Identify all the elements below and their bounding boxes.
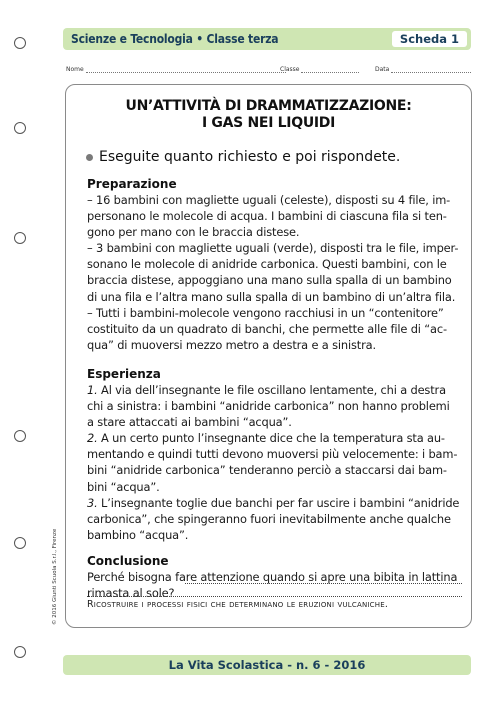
- text-line: 2. A un certo punto l’insegnante dice che la temperatura sta au-: [87, 431, 445, 446]
- text-line: bini “anidride carbonica” tenderanno perciò a staccarsi dai bam-: [87, 463, 447, 478]
- binder-hole-5: [14, 537, 26, 549]
- binder-hole-4: [14, 430, 26, 442]
- text-line: qua” di muoversi mezzo metro a destra e a sinistra.: [87, 337, 376, 352]
- text-line: braccia distese, appoggiano una mano sulla spalla di un bambino: [87, 273, 452, 288]
- bullet-icon: [86, 154, 93, 161]
- student-fields: [66, 66, 471, 78]
- sheet-badge: Scheda 1: [392, 31, 467, 47]
- class-line[interactable]: [301, 66, 359, 73]
- text-line: – Tutti i bambini-molecole vengono racchiusi in un “contenitore”: [87, 305, 444, 320]
- step-number: 1.: [87, 383, 98, 397]
- text-line: sonano le molecole di anidride carbonica. Questi bambini, con le: [87, 257, 447, 272]
- text-line: bambino “acqua”.: [87, 527, 189, 542]
- name-field[interactable]: [66, 66, 286, 73]
- answer-line-2[interactable]: [87, 596, 462, 597]
- date-line[interactable]: [391, 66, 471, 73]
- date-field[interactable]: [375, 66, 471, 73]
- header-bar: [63, 28, 471, 50]
- preparazione-text: [87, 192, 465, 353]
- footer-label: La Vita Scolastica - n. 6 - 2016: [168, 658, 366, 672]
- step-number: 2.: [87, 431, 98, 446]
- class-label: Classe: [280, 66, 300, 73]
- final-note: Ricostruire i processi fisici che determinano le eruzioni vulcaniche.: [87, 599, 389, 610]
- text-line: costituito da un quadrato di banchi, che permette alle file di “ac-: [87, 321, 447, 336]
- class-field[interactable]: [280, 66, 359, 73]
- binder-hole-6: [14, 646, 26, 658]
- text-line: – 3 bambini con magliette uguali (verde), disposti tra le file, imper-: [87, 241, 459, 256]
- text-line: mentando e quindi tutti devono muoversi più velocemente: i bam-: [87, 447, 458, 462]
- text-line: gono per mano con le braccia distese.: [87, 225, 300, 240]
- esperienza-text: [87, 382, 465, 543]
- worksheet-title: [65, 98, 472, 132]
- text-line: chi a sinistra: i bambini “anidride carbonica” non hanno problemi: [87, 399, 450, 414]
- title-line-1: UN’ATTIVITÀ DI DRAMMATIZZAZIONE:: [125, 98, 412, 114]
- text-line: Perché bisogna fare attenzione quando si apre una bibita in lattina: [87, 570, 458, 584]
- heading-preparazione: Preparazione: [87, 177, 177, 191]
- footer-bar: [63, 655, 471, 675]
- heading-esperienza: Esperienza: [87, 367, 161, 381]
- instruction-text: Eseguite quanto richiesto e poi rispondete.: [99, 149, 401, 165]
- text-line: carbonica”, che spingeranno fuori inevitabilmente anche qualche: [87, 511, 451, 526]
- text-line: personano le molecole di acqua. I bambini di ciascuna fila si ten-: [87, 209, 447, 224]
- title-line-2: I GAS NEI LIQUIDI: [201, 115, 336, 131]
- text-line: – 16 bambini con magliette uguali (celeste), disposti su 4 file, im-: [87, 193, 451, 207]
- date-label: Data: [375, 66, 390, 73]
- binder-hole-2: [14, 122, 26, 134]
- binder-hole-1: [14, 37, 26, 49]
- worksheet-card: [65, 84, 472, 628]
- text-line: a stare attaccati ai bambini “acqua”.: [87, 415, 292, 430]
- text-line: bini “acqua”.: [87, 479, 160, 494]
- text-line: rimasta al sole?: [87, 586, 175, 601]
- instruction: [86, 149, 400, 165]
- text-line: di una fila e l’altra mano sulla spalla di un bambino di un’altra fila.: [87, 289, 456, 304]
- name-label: Nome: [66, 66, 84, 73]
- step-number: 3.: [87, 495, 98, 510]
- text-line: 3. L’insegnante toglie due banchi per far uscire i bambini “anidride: [87, 495, 460, 510]
- binder-hole-3: [14, 232, 26, 244]
- answer-line-1[interactable]: [185, 583, 462, 584]
- text-line: 1. Al via dell’insegnante le file oscillano lentamente, chi a destra: [87, 383, 446, 397]
- heading-conclusione: Conclusione: [87, 554, 169, 568]
- subject-label: Scienze e Tecnologia • Classe terza: [71, 32, 279, 46]
- copyright-text: © 2016 Giunti Scuola S.r.l., Firenze: [52, 528, 58, 625]
- name-line[interactable]: [86, 66, 286, 73]
